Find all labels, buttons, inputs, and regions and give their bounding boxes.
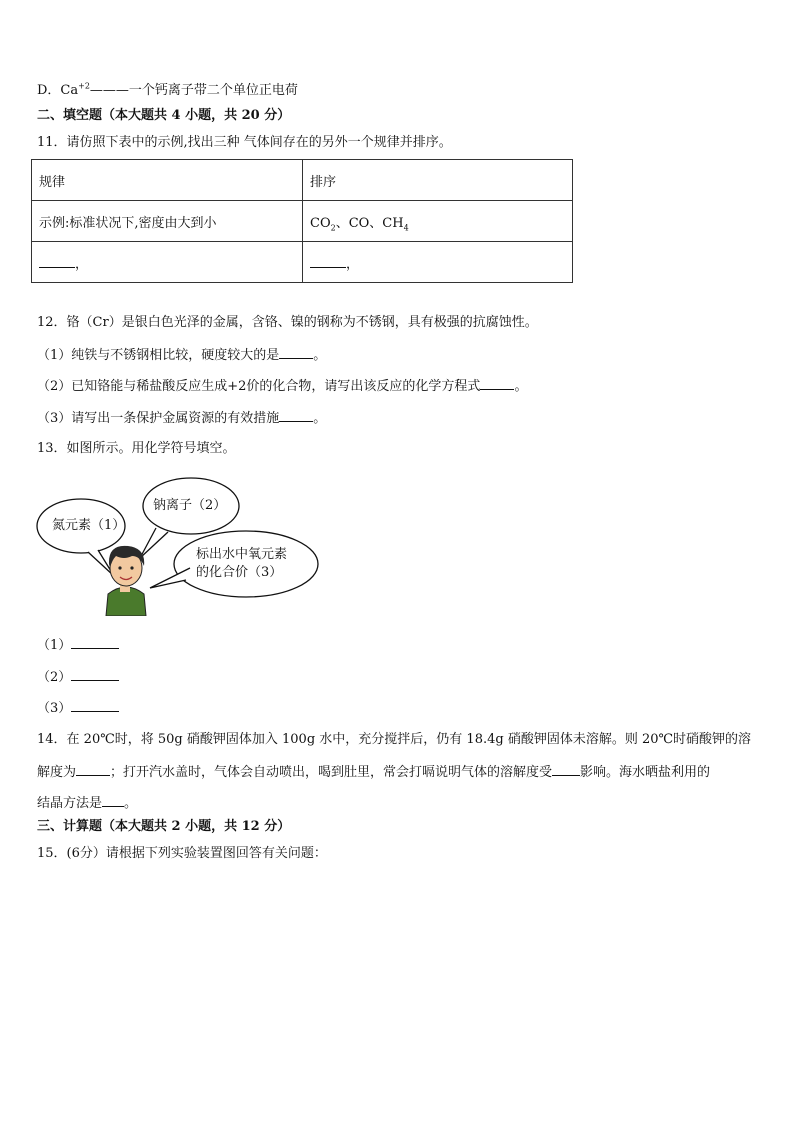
option-d-prefix: D．Ca bbox=[37, 83, 79, 98]
answer-blank[interactable] bbox=[39, 255, 75, 268]
question-15: 15．(6分）请根据下列实验装置图回答有关问题： bbox=[37, 846, 327, 861]
question-11: 11．请仿照下表中的示例,找出三种 气体间存在的另外一个规律并排序。 bbox=[37, 135, 452, 150]
bubble-oxygen-label-1: 标出水中氧元素 bbox=[196, 547, 288, 562]
answer-blank[interactable] bbox=[71, 699, 119, 712]
option-d bbox=[37, 82, 298, 100]
question-14-line-1: 14．在 20℃时，将 50g 硝酸钾固体加入 100g 水中，充分搅拌后，仍有 18.4g 硝酸钾固体未溶解。则 20℃时硝酸钾的溶 bbox=[37, 732, 752, 747]
answer-blank[interactable] bbox=[279, 409, 313, 422]
question-14-line-3: 结晶方法是 。 bbox=[37, 796, 138, 811]
answer-blank[interactable] bbox=[71, 636, 119, 649]
header-rule: 规律 bbox=[32, 160, 303, 201]
answer-order-cell[interactable]: ， bbox=[303, 242, 573, 283]
boy-figure bbox=[106, 546, 146, 616]
option-d-text: ———一个钙离子带二个单位正电荷 bbox=[89, 83, 298, 98]
answer-blank[interactable] bbox=[76, 763, 110, 776]
answer-blank[interactable] bbox=[310, 255, 346, 268]
table-row bbox=[32, 160, 573, 201]
question-14-line-2: 解度为 ；打开汽水盖时，气体会自动喷出，喝到肚里，常会打嗝说明气体的溶解度受 影响。海水晒盐利用的 bbox=[37, 765, 711, 780]
answer-blank[interactable] bbox=[480, 377, 514, 390]
option-d-charge: +2 bbox=[78, 81, 90, 91]
answer-blank[interactable] bbox=[552, 763, 580, 776]
table-row bbox=[32, 242, 573, 283]
bubble-nitrogen-label: 氮元素（1） bbox=[52, 518, 126, 533]
answer-rule-cell[interactable]: ， bbox=[32, 242, 303, 283]
answer-13-1: （1） bbox=[37, 636, 119, 655]
question-12-1: （1）纯铁与不锈钢相比较，硬度较大的是 。 bbox=[37, 348, 327, 363]
answer-blank[interactable] bbox=[279, 346, 313, 359]
bubble-oxygen-label-2: 的化合价（3） bbox=[196, 565, 283, 580]
bubble-sodium-label: 钠离子（2） bbox=[153, 498, 227, 513]
question-12: 12．铬（Cr）是银白色光泽的金属，含铬、镍的钢称为不锈钢，具有极强的抗腐蚀性。 bbox=[37, 315, 538, 330]
question-12-3: （3）请写出一条保护金属资源的有效措施 。 bbox=[37, 411, 327, 426]
section-3-title: 三、计算题（本大题共 2 小题，共 12 分） bbox=[37, 819, 291, 834]
answer-13-3: （3） bbox=[37, 699, 119, 718]
question-13: 13．如图所示。用化学符号填空。 bbox=[37, 441, 236, 456]
answer-blank[interactable] bbox=[102, 794, 124, 807]
question-12-2: （2）已知铬能与稀盐酸反应生成+2价的化合物，请写出该反应的化学方程式 。 bbox=[37, 379, 528, 394]
header-order: 排序 bbox=[303, 160, 573, 201]
example-rule-cell: 示例:标准状况下,密度由大到小 bbox=[32, 201, 303, 242]
answer-13-2: （2） bbox=[37, 668, 119, 687]
answer-blank[interactable] bbox=[71, 668, 119, 681]
section-2-title: 二、填空题（本大题共 4 小题，共 20 分） bbox=[37, 108, 291, 123]
example-order-cell: $CO_2$、CO、$CH_4$ bbox=[303, 201, 573, 242]
rule-table bbox=[31, 159, 573, 283]
table-row bbox=[32, 201, 573, 242]
